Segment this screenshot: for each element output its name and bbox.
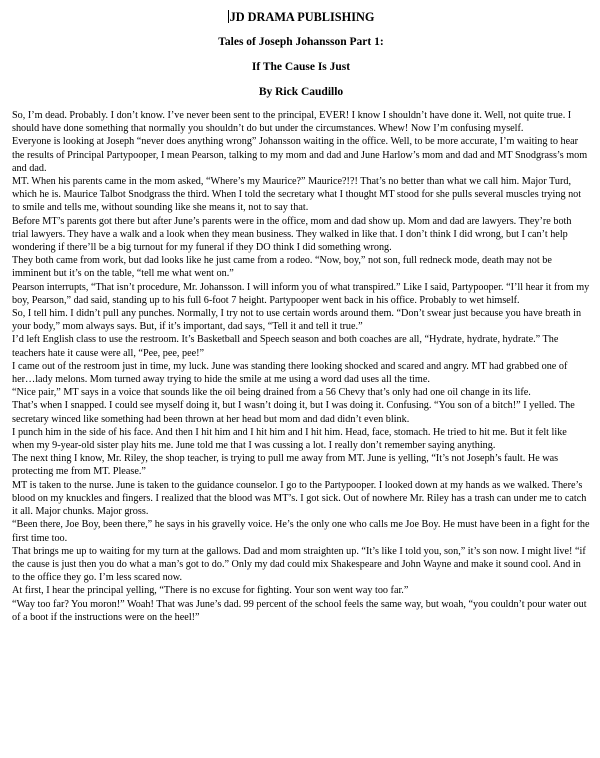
paragraph: I came out of the restroom just in time, my luck. June was standing there looking shocked and scared and angry. MT had grabbed one of her…lady melons. Mom turned away trying to hide the smile at me using a word dad uses all the time. — [12, 360, 568, 386]
paragraph: So, I tell him. I didn’t pull any punches. Normally, I try not to use certain words around them. “Don’t swear just because you have breath in your body,” mom always says. But, if it’s important, dad says, “Tell it and tell it true.” — [12, 308, 582, 333]
paragraph: That brings me up to waiting for my turn at the gallows. Dad and mom straighten up. “It’s like I told you, son,” it’s son now. I might live! “if the cause is just then you do what a man’s got to do.” Only my dad could mix Shakespeare and John Wayne and make it sound cool. And in to the office they go. I’m less scared now. — [12, 545, 586, 584]
paragraph: “Way too far? You moron!” Woah! That was June’s dad. 99 percent of the school feels the same way, but woah, “you couldn’t pour water out of a boot if the instructions were on the heel!” — [12, 598, 587, 623]
title-block — [12, 35, 590, 99]
paragraph: So, I’m dead. Probably. I don’t know. I’ve never been sent to the principal, EVER! I know I shouldn’t have done it. Well, not quite true. I should have done something that normally you shouldn’t do but under the circumstances. Whew! Now I’m confusing myself. — [12, 110, 572, 135]
publisher-name: JD DRAMA PUBLISHING — [229, 10, 375, 24]
paragraph: “Nice pair,” MT says in a voice that sounds like the oil being drained from a 56 Chevy that’s only had one oil change in its life. — [12, 387, 531, 399]
paragraph: “Been there, Joe Boy, been there,” he says in his gravelly voice. He’s the only one who calls me Joe Boy. He must have been in a fight for the first time too. — [12, 519, 590, 544]
paragraph: They both came from work, but dad looks like he just came from a rodeo. “Now, boy,” not son, full redneck mode, death may not be imminent but it’s on the table, “tell me what went on.” — [12, 255, 552, 280]
paragraph: MT is taken to the nurse. June is taken to the guidance counselor. I go to the Partypooper. I looked down at my hands as we walked. There’s blood on my knuckles and fingers. I realized that the blood was MT’s. I got sick. Out of nowhere Mr. Riley has a trash can under me to catch it all. Major chunks. Major gross. — [12, 479, 587, 518]
paragraph: MT. When his parents came in the mom asked, “Where’s my Maurice?” Maurice?!?! That’s no better than what we call him. Major Turd, which he is. Maurice Talbot Snodgrass the third. When I told the secretary what I thought MT stood for she pulls several muscles trying not to smile and tells me, without sounding like she means it, not to say that. — [12, 176, 582, 214]
series-title: Tales of Joseph Johansson Part 1: — [218, 36, 384, 48]
story-title: If The Cause Is Just — [251, 61, 351, 73]
paragraph: I punch him in the side of his face. And then I hit him and I hit him and I hit him. Head, face, stomach. He tried to hit me. But it felt like when my 9-year-old sister play hits me. June told me that I was cussing a lot. I really don’t remember saying anything. — [12, 426, 567, 452]
paragraph: Everyone is looking at Joseph “never does anything wrong” Johansson waiting in the office. Well, to be more accurate, I’m waiting to hear the results of Principal Partypooper, I mean Pearson, talking to my mom and dad and June Harlow’s mom and dad and MT Snodgrass’s mom and dad. — [12, 136, 588, 174]
paragraph: Pearson interrupts, “That isn’t procedure, Mr. Johansson. I will inform you of what transpired.” Like I said, Partypooper. “I’ll hear it from my boy, Pearson,” dad said, standing up to his full 6-foot 7 height. Partypooper went back in his office. Probably to wet himself. — [12, 281, 590, 306]
text-cursor — [228, 10, 229, 23]
publisher-header — [12, 10, 590, 25]
paragraph: At first, I hear the principal yelling, “There is no excuse for fighting. Your son went way too far.” — [12, 585, 409, 597]
paragraph: Before MT’s parents got there but after June’s parents were in the office, mom and dad show up. Mom and dad are lawyers. They’re both trial lawyers. They have a walk and a look when they mean business. They walked in like that. I don’t think I did wrong, but I can’t help wondering if there’ll be a big turnout for my funeral if they DO think I did something wrong. — [12, 215, 572, 254]
story-body — [12, 109, 590, 624]
author-byline: By Rick Caudillo — [258, 86, 344, 98]
paragraph: I’d left English class to use the restroom. It’s Basketball and Speech season and both coaches are all, “Hydrate, hydrate, hydrate.” The teachers hate it cause were all, “Pee, pee, pee!” — [12, 334, 559, 359]
paragraph: That’s when I snapped. I could see myself doing it, but I wasn’t doing it, but I was doing it. Confusing. “You son of a bitch!” I yelled. The secretary winced like something had been thrown at her head but mom and dad didn’t even blink. — [12, 400, 575, 425]
paragraph: The next thing I know, Mr. Riley, the shop teacher, is trying to pull me away from MT. June is yelling, “It’s not Joseph’s fault. He was protecting me from MT. Please.” — [12, 453, 559, 478]
